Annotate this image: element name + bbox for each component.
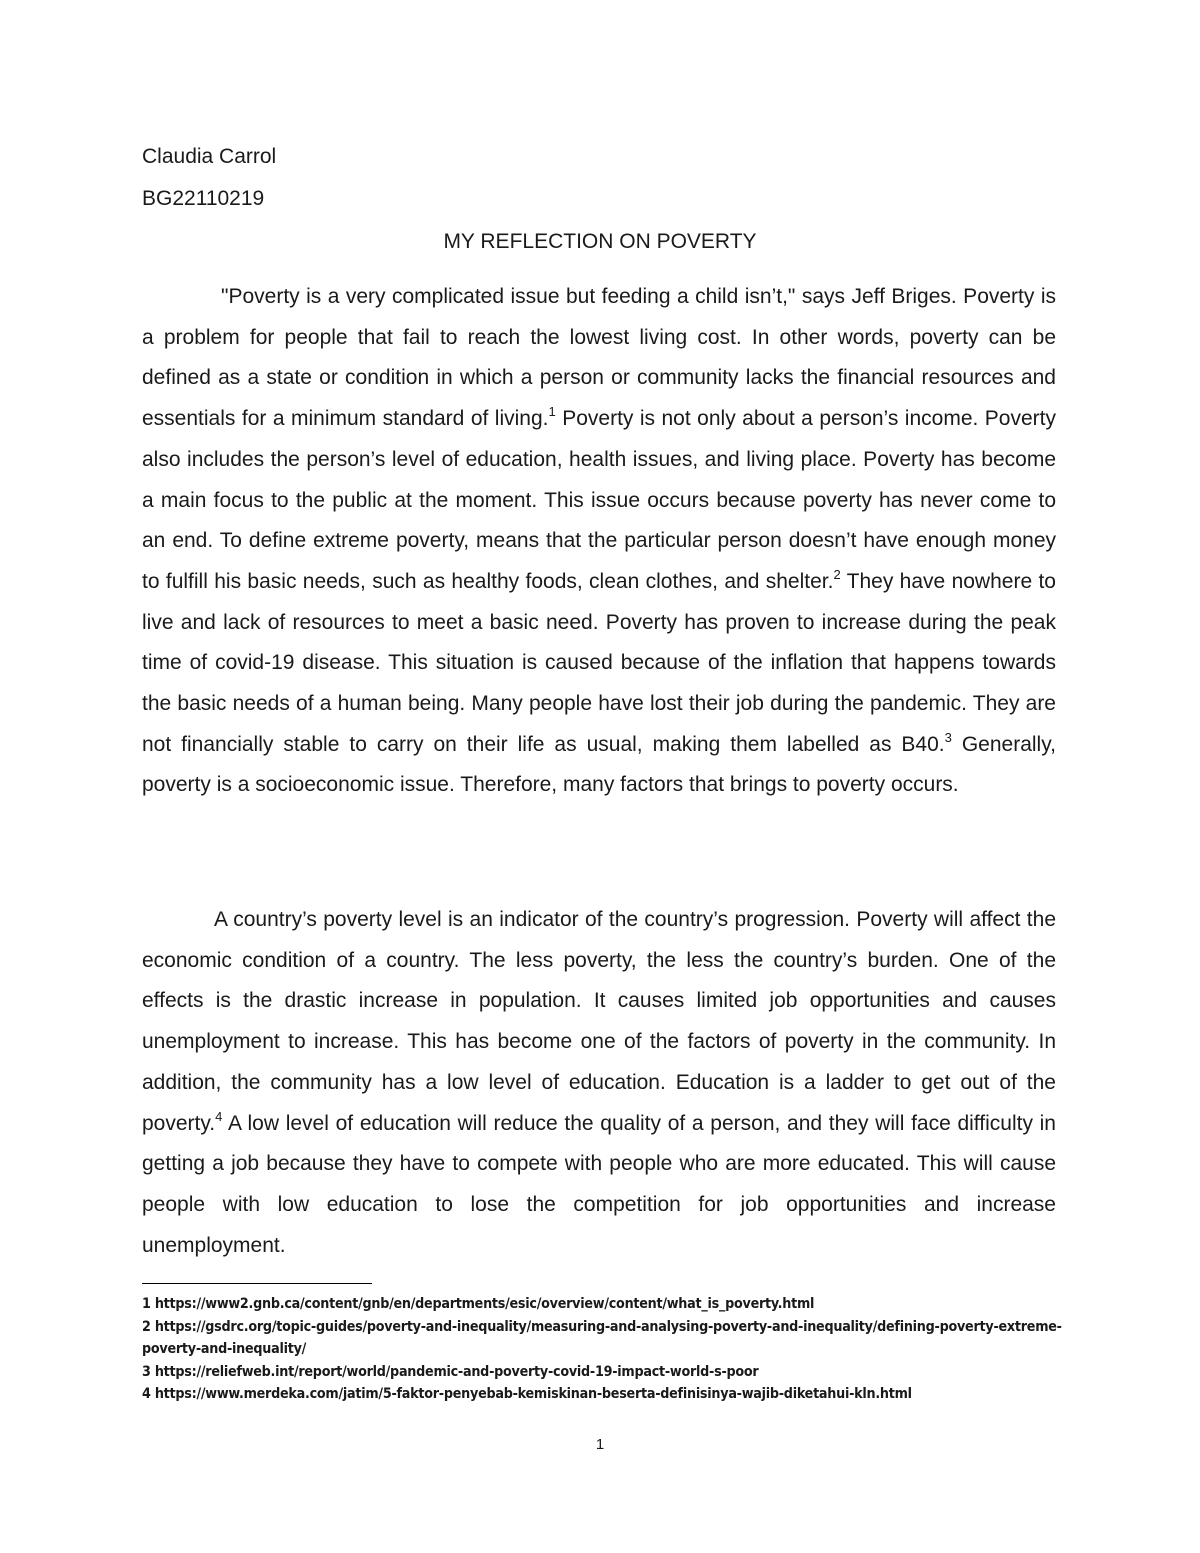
footnote-4: 4 https://www.merdeka.com/jatim/5-faktor-penyebab-kemiskinan-beserta-definisinya-wajib-diketahui-kln.html	[142, 1386, 912, 1402]
paragraph-1	[142, 277, 1056, 806]
footnote-ref-2: 2	[833, 566, 841, 582]
student-id: BG22110219	[142, 187, 265, 210]
footnote-ref-1: 1	[548, 404, 556, 420]
paragraph-2-text-a: A country’s poverty level is an indicator of the country’s progression. Poverty will affect the economic condition of a country. The less poverty, the less the country’s burden. One of the effects is the drastic increase in population. It causes limited job opportunities and causes unemployment to increase. This has become one of the factors of poverty in the community. In addition, the community has a low level of education. Education is a ladder to get out of the poverty.	[142, 908, 1056, 1135]
paragraph-1-text-a: "Poverty is a very complicated issue but feeding a child isn’t," says Jeff Briges. Poverty is a problem for people that fail to reach the lowest living cost. In other words, poverty can be defined as a state or condition in which a person or community lacks the financial resources and essentials for a minimum standard of living.	[142, 285, 1056, 431]
paragraph-2	[142, 900, 1056, 1266]
author-name: Claudia Carrol	[142, 145, 277, 168]
footnote-ref-3: 3	[944, 729, 952, 745]
paragraph-2-text-b: A low level of education will reduce the quality of a person, and they will face difficulty in getting a job because they have to compete with people who are more educated. This will cause people with low education to lose the competition for job opportunities and increase unemployment.	[142, 1111, 1056, 1257]
footnote-2: 2 https://gsdrc.org/topic-guides/poverty-and-inequality/measuring-and-analysing-poverty-and-inequality/defining-poverty-extreme-poverty-and-inequality/	[142, 1318, 1062, 1357]
footnote-3: 3 https://reliefweb.int/report/world/pandemic-and-poverty-covid-19-impact-world-s-poor	[142, 1363, 759, 1380]
essay-title: MY REFLECTION ON POVERTY	[443, 230, 757, 253]
paragraph-1-text-d: Generally, poverty is a socioeconomic issue. Therefore, many factors that brings to poverty occurs.	[142, 732, 1056, 797]
page-number: 1	[595, 1436, 605, 1453]
paragraph-1-text-b: Poverty is not only about a person’s income. Poverty also includes the person’s level of education, health issues, and living place. Poverty has become a main focus to the public at the moment. This issue occurs because poverty has never come to an end. To define extreme poverty, means that the particular person doesn’t have enough money to fulfill his basic needs, such as healthy foods, clean clothes, and shelter.	[142, 407, 1056, 593]
paragraph-1-text-c: They have nowhere to live and lack of resources to meet a basic need. Poverty has proven to increase during the peak time of covid-19 disease. This situation is caused because of the inflation that happens towards the basic needs of a human being. Many people have lost their job during the pandemic. They are not financially stable to carry on their life as usual, making them labelled as B40.	[142, 569, 1056, 756]
footnote-ref-4: 4	[215, 1108, 223, 1124]
footnote-separator	[142, 1283, 372, 1284]
footnote-1: 1 https://www2.gnb.ca/content/gnb/en/departments/esic/overview/content/what_is_poverty.html	[142, 1296, 815, 1312]
footnotes	[142, 1293, 1062, 1406]
